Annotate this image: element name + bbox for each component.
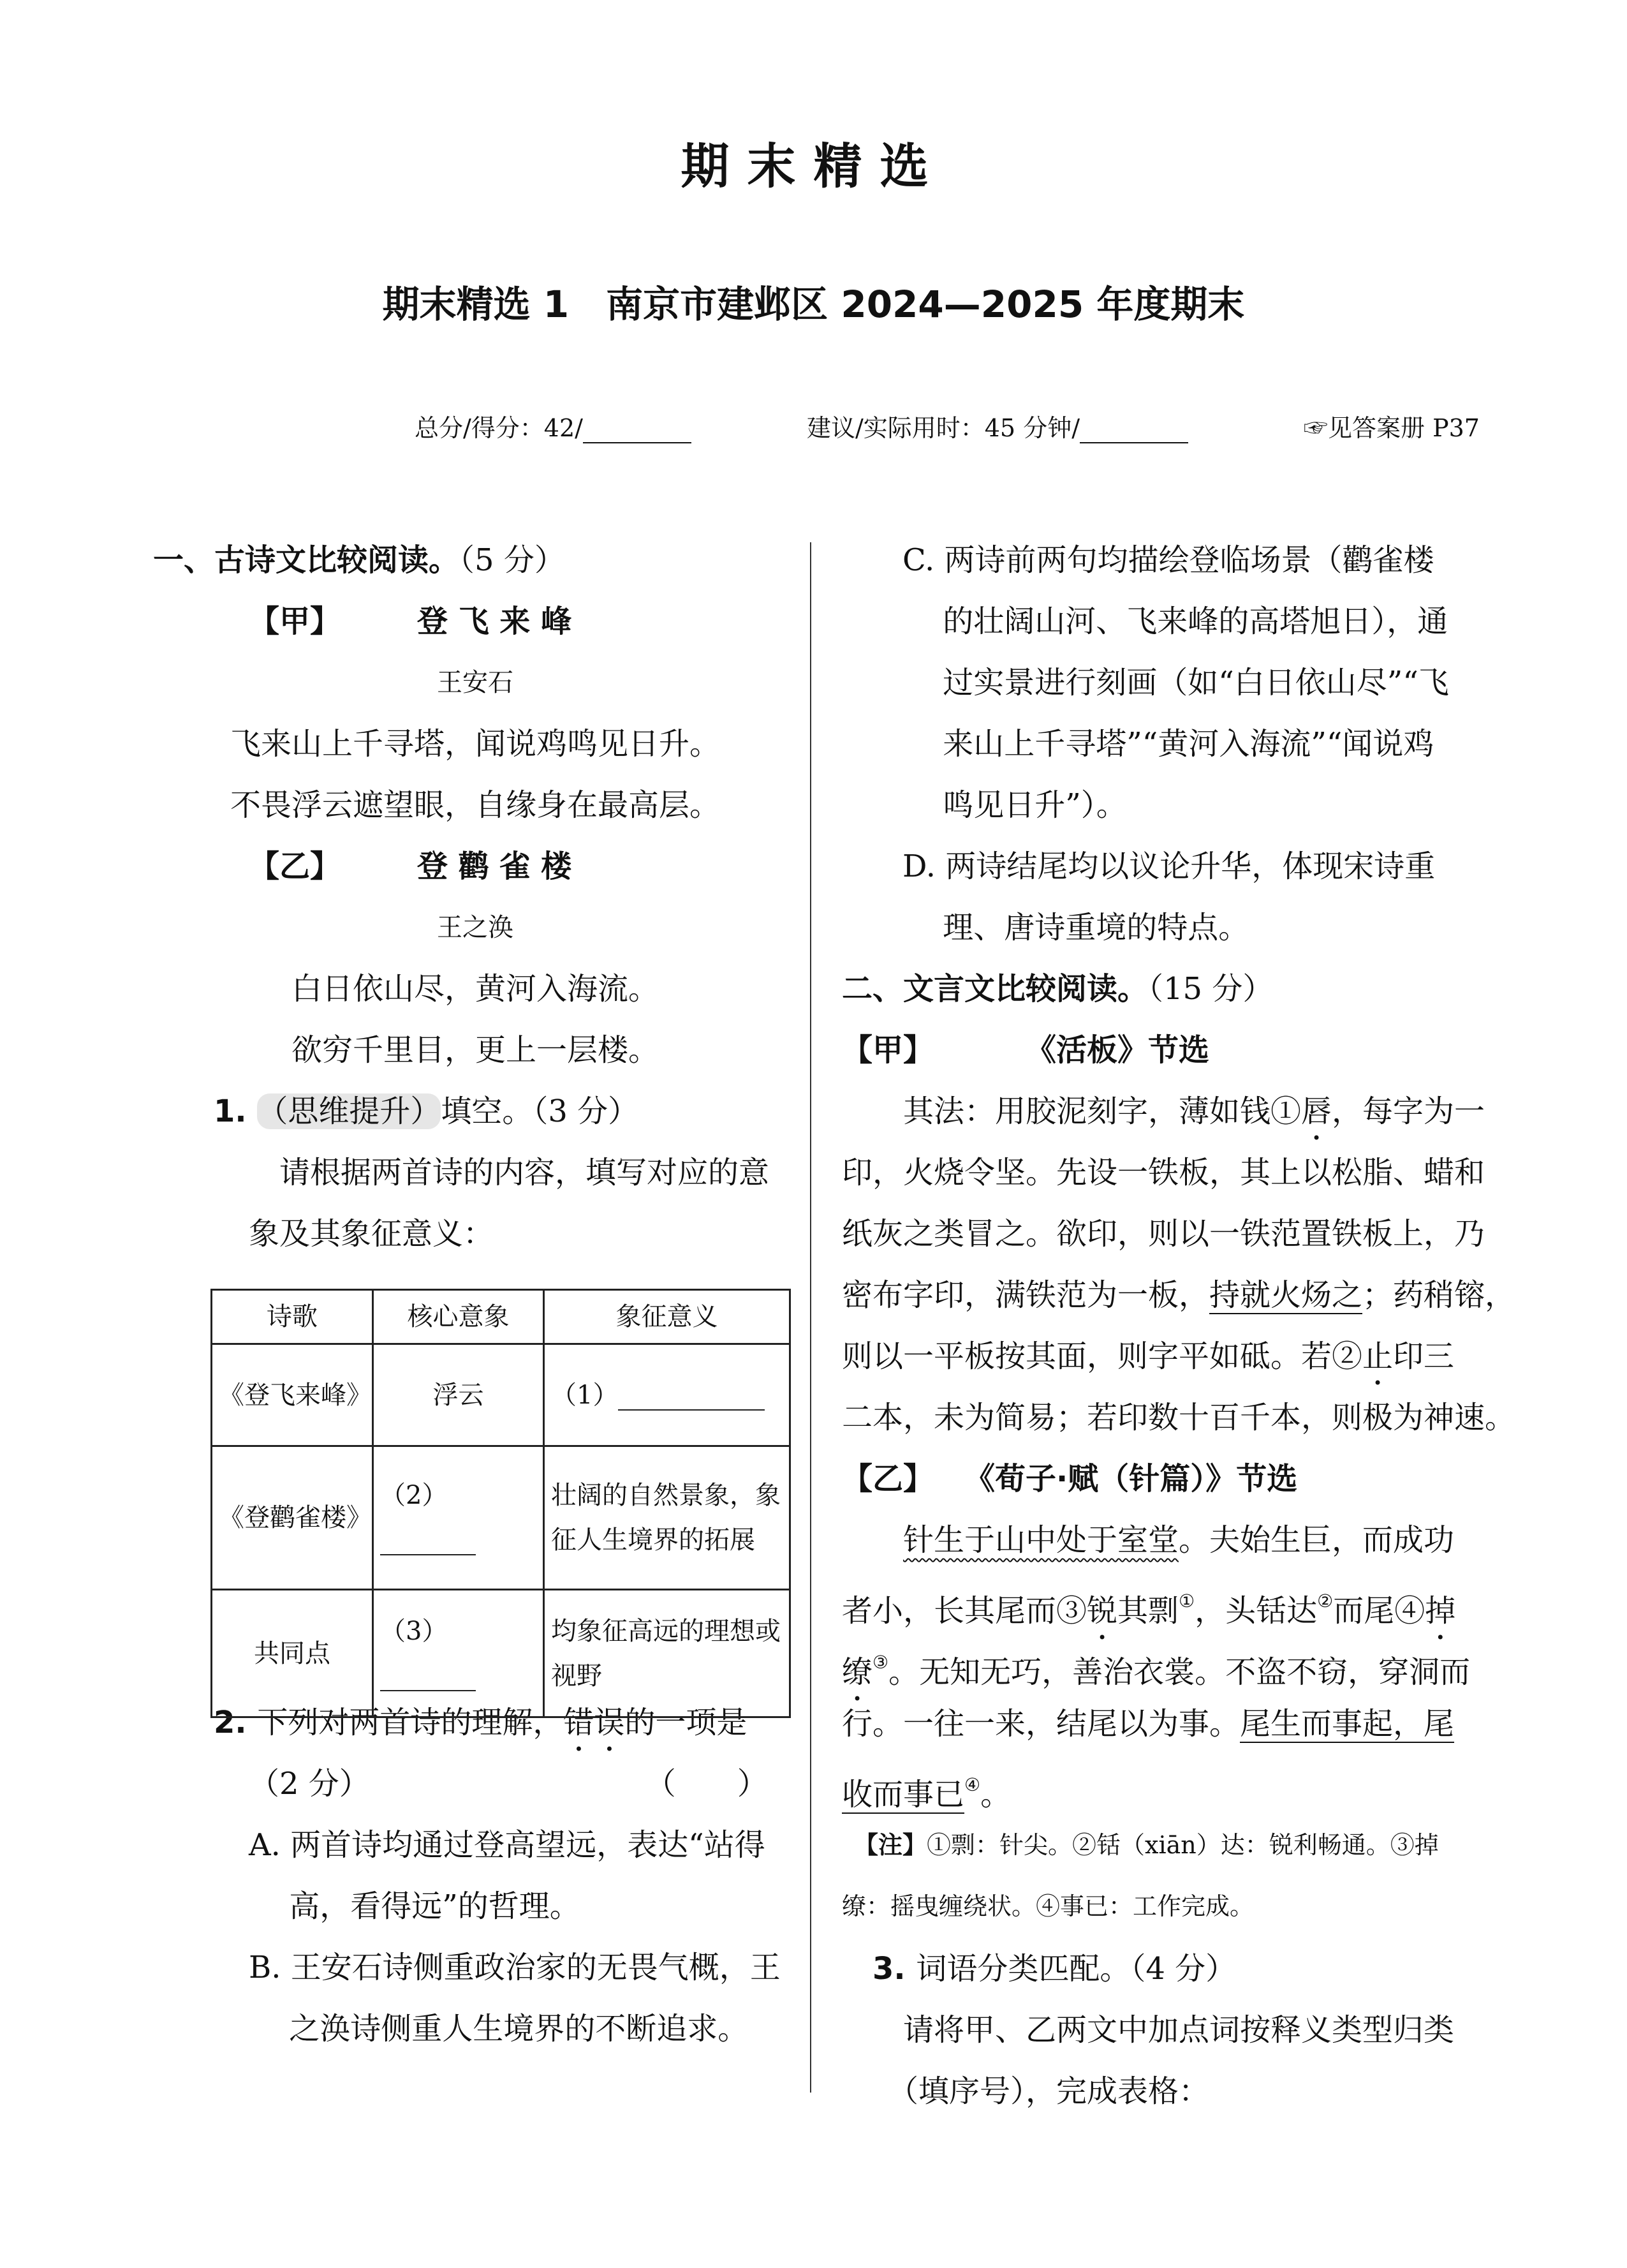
text-line bbox=[842, 1203, 1485, 1264]
text-segment: 欲穷千里目，更上一层楼。 bbox=[291, 1032, 659, 1068]
time-field bbox=[807, 408, 1188, 443]
emphasized-word: 错误 bbox=[563, 1705, 625, 1740]
text-line bbox=[153, 1203, 797, 1264]
text-segment: 【乙】 《荀子·赋（针篇）》节选 bbox=[842, 1461, 1298, 1497]
text-segment: 缭：摇曳缠绕状。④事已：工作完成。 bbox=[842, 1892, 1255, 1920]
exam-info-bar bbox=[415, 408, 1480, 443]
question-number: 1. bbox=[214, 1093, 258, 1129]
text-segment: 王之涣 bbox=[437, 913, 513, 942]
emphasized-word: 锐 bbox=[1087, 1593, 1118, 1629]
text-line bbox=[153, 775, 797, 836]
text-segment: ，头铦达 bbox=[1195, 1593, 1318, 1629]
text-line bbox=[153, 1081, 797, 1142]
footnote-marker: ② bbox=[1317, 1590, 1334, 1612]
text-line bbox=[153, 958, 797, 1019]
text-line bbox=[842, 1081, 1485, 1142]
emphasized-word: 止 bbox=[1362, 1338, 1394, 1374]
table-cell: 《登飞来峰》 bbox=[212, 1344, 373, 1446]
emphasized-word: 缭 bbox=[842, 1654, 873, 1690]
exam-subtitle: 期末精选 1 南京市建邺区 2024—2025 年度期末 bbox=[382, 283, 1245, 326]
answer-reference: ☞见答案册 P37 bbox=[1303, 414, 1480, 442]
question-number: 2. bbox=[214, 1705, 258, 1740]
text-segment: 【甲】 《活板》节选 bbox=[842, 1032, 1210, 1068]
table-cell: 共同点 bbox=[212, 1590, 373, 1717]
text-segment: 下列对两首诗的理解， bbox=[257, 1705, 564, 1740]
question-number: 【注】 bbox=[842, 1831, 927, 1859]
text-line bbox=[842, 1877, 1480, 1938]
text-segment: 而尾④ bbox=[1333, 1593, 1425, 1629]
text-segment bbox=[842, 1522, 903, 1558]
text-line bbox=[153, 1814, 797, 1876]
text-line bbox=[842, 1142, 1485, 1203]
text-segment: 。无知无巧，善治衣裳。不盗不窃，穿洞而 bbox=[888, 1654, 1471, 1690]
text-segment: 。夫始生巨，而成功 bbox=[1179, 1522, 1455, 1558]
score-blank bbox=[583, 419, 691, 443]
table-cell: 《登鹳雀楼》 bbox=[212, 1446, 373, 1590]
text-line bbox=[842, 1816, 1480, 1877]
text-line bbox=[842, 836, 1480, 897]
text-line bbox=[842, 652, 1480, 713]
poetry-section bbox=[153, 530, 797, 1264]
text-line bbox=[842, 1754, 1480, 1816]
text-line bbox=[842, 530, 1480, 591]
text-line bbox=[842, 1999, 1480, 2061]
text-line bbox=[153, 713, 797, 775]
blank-label: （3） bbox=[380, 1616, 448, 1646]
footnote-marker: ③ bbox=[872, 1652, 889, 1673]
category-tag: （思维提升） bbox=[257, 1093, 441, 1129]
text-segment: 王安石 bbox=[437, 668, 513, 697]
points-label: （5 分） bbox=[459, 542, 565, 578]
text-line bbox=[153, 1753, 797, 1814]
text-line bbox=[842, 1571, 1480, 1632]
text-segment: C. 两诗前两句均描绘登临场景（鹳雀楼 bbox=[902, 542, 1434, 578]
text-line bbox=[153, 591, 797, 652]
text-segment: 二、文言文比较阅读。 bbox=[842, 971, 1149, 1007]
text-line bbox=[153, 1876, 797, 1937]
underlined-sentence: 尾生而事起，尾 bbox=[1240, 1706, 1455, 1742]
text-segment: D. 两诗结尾均以议论升华，体现宋诗重 bbox=[902, 849, 1436, 884]
time-label: 建议/实际用时：45 分钟/ bbox=[806, 414, 1080, 442]
text-line bbox=[153, 1937, 797, 1998]
text-line bbox=[842, 2061, 1480, 2122]
blank-label: （1） bbox=[551, 1380, 619, 1410]
text-segment: 鸣见日升”）。 bbox=[902, 787, 1127, 823]
text-segment: 请根据两首诗的内容，填写对应的意 bbox=[249, 1155, 770, 1190]
text-segment: B. 王安石诗侧重政治家的无畏气概，王 bbox=[249, 1950, 781, 1985]
table-row bbox=[212, 1590, 790, 1717]
table-row bbox=[212, 1344, 790, 1446]
text-segment: 【甲】 登 飞 来 峰 bbox=[249, 604, 572, 639]
column-divider bbox=[810, 542, 811, 2093]
text-segment: 一、古诗文比较阅读。 bbox=[153, 542, 460, 578]
text-line bbox=[153, 1019, 797, 1081]
emphasized-word: 掉 bbox=[1425, 1593, 1456, 1629]
text-segment: 其法：用胶泥刻字，薄如钱① bbox=[842, 1093, 1302, 1129]
text-line bbox=[842, 1693, 1480, 1754]
table-header-row bbox=[212, 1290, 790, 1344]
table-cell-blank[interactable] bbox=[373, 1590, 544, 1717]
text-segment: 不畏浮云遮望眼，自缘身在最高层。 bbox=[230, 787, 720, 823]
table-cell-blank[interactable] bbox=[544, 1344, 790, 1446]
text-segment: 白日依山尽，黄河入海流。 bbox=[291, 971, 659, 1007]
underlined-sentence: 持就火炀之 bbox=[1209, 1277, 1363, 1313]
right-column bbox=[842, 530, 1516, 2122]
imagery-table bbox=[210, 1289, 791, 1718]
text-segment: 印三 bbox=[1393, 1338, 1455, 1374]
text-segment: ；药稍镕， bbox=[1362, 1277, 1516, 1313]
score-label: 总分/得分：42/ bbox=[415, 414, 583, 442]
text-line bbox=[842, 1632, 1480, 1693]
text-segment: 高，看得远”的哲理。 bbox=[249, 1888, 580, 1924]
text-segment: 词语分类匹配。（4 分） bbox=[916, 1951, 1237, 1987]
question-number: 3. bbox=[842, 1951, 917, 1987]
text-segment: 理、唐诗重境的特点。 bbox=[902, 910, 1249, 945]
text-segment: 者小，长其尾而③ bbox=[842, 1593, 1087, 1629]
text-segment: （2 分） （ ） bbox=[249, 1766, 768, 1802]
table-header: 象征意义 bbox=[544, 1290, 790, 1344]
text-line bbox=[842, 1019, 1480, 1081]
text-line bbox=[842, 958, 1480, 1019]
points-label: （15 分） bbox=[1148, 971, 1274, 1007]
text-line bbox=[842, 1448, 1480, 1509]
text-line bbox=[153, 530, 797, 591]
answer-blank[interactable] bbox=[618, 1384, 765, 1411]
text-segment: 则以一平板按其面，则字平如砥。若② bbox=[842, 1338, 1363, 1374]
text-line bbox=[842, 713, 1480, 775]
text-segment: 过实景进行刻画（如“白日依山尽”“飞 bbox=[902, 665, 1449, 700]
text-segment: 【乙】 登 鹳 雀 楼 bbox=[249, 849, 572, 884]
text-segment: 飞来山上千寻塔，闻说鸡鸣见日升。 bbox=[230, 726, 720, 762]
table-cell: 浮云 bbox=[373, 1344, 544, 1446]
text-segment: 二本，未为简易；若印数十百千本，则极为神速。 bbox=[842, 1400, 1516, 1435]
text-line bbox=[842, 1326, 1480, 1387]
text-segment: 其剽 bbox=[1117, 1593, 1179, 1629]
text-segment: 的一项是 bbox=[624, 1705, 747, 1740]
table-row bbox=[212, 1446, 790, 1590]
underlined-sentence: 收而事已 bbox=[842, 1777, 965, 1812]
text-segment: 密布字印，满铁范为一板， bbox=[842, 1277, 1210, 1313]
text-line bbox=[842, 1264, 1516, 1326]
table-cell: 均象征高远的理想或视野 bbox=[544, 1590, 790, 1717]
text-line bbox=[842, 897, 1480, 958]
table-cell-blank[interactable] bbox=[373, 1446, 544, 1590]
text-segment: ①剽：针尖。②铦（xiān）达：锐利畅通。③掉 bbox=[927, 1831, 1439, 1859]
text-segment: 。 bbox=[980, 1777, 1012, 1812]
text-line bbox=[842, 1938, 1480, 1999]
footnote-marker: ④ bbox=[964, 1774, 981, 1795]
text-segment: 填空。（3 分） bbox=[441, 1093, 639, 1129]
text-line bbox=[153, 836, 797, 897]
score-field bbox=[415, 408, 691, 443]
text-segment: 象及其象征意义： bbox=[249, 1216, 494, 1252]
wavy-underlined-sentence: 针生于山中处于室堂 bbox=[903, 1522, 1179, 1558]
time-blank bbox=[1080, 419, 1188, 443]
text-line bbox=[153, 652, 797, 713]
text-line bbox=[842, 591, 1480, 652]
footnote-marker: ① bbox=[1179, 1590, 1195, 1612]
answer-blank[interactable] bbox=[380, 1529, 476, 1555]
text-segment: 行。一往一来，结尾以为事。 bbox=[842, 1706, 1240, 1742]
question-2 bbox=[153, 1692, 797, 2059]
text-segment: （填序号），完成表格： bbox=[842, 2073, 1210, 2109]
text-segment: 请将甲、乙两文中加点词按释义类型归类 bbox=[842, 2012, 1455, 2048]
blank-label: （2） bbox=[380, 1481, 448, 1510]
text-segment: 印，火烧令坚。先设一铁板，其上以松脂、蜡和 bbox=[842, 1155, 1485, 1190]
table-cell: 壮阔的自然景象，象征人生境界的拓展 bbox=[544, 1446, 790, 1590]
text-line bbox=[153, 1142, 797, 1203]
text-line bbox=[842, 1387, 1516, 1448]
page-title: 期末精选 bbox=[681, 138, 946, 195]
table-header: 诗歌 bbox=[212, 1290, 373, 1344]
emphasized-word: 唇 bbox=[1301, 1093, 1332, 1129]
answer-blank[interactable] bbox=[380, 1664, 476, 1691]
text-line bbox=[842, 775, 1480, 836]
text-line bbox=[153, 897, 797, 958]
text-segment: 来山上千寻塔”“黄河入海流”“闻说鸡 bbox=[902, 726, 1434, 762]
text-segment: 之涣诗侧重人生境界的不断追求。 bbox=[249, 2011, 749, 2047]
text-line bbox=[842, 1509, 1480, 1571]
table-header: 核心意象 bbox=[373, 1290, 544, 1344]
text-segment: 纸灰之类冒之。欲印，则以一铁范置铁板上，乃 bbox=[842, 1216, 1485, 1252]
text-segment: 的壮阔山河、飞来峰的高塔旭日），通 bbox=[902, 604, 1448, 639]
text-segment: A. 两首诗均通过登高望远，表达“站得 bbox=[249, 1827, 765, 1863]
text-segment: ，每字为一 bbox=[1332, 1093, 1485, 1129]
text-line bbox=[153, 1998, 797, 2059]
